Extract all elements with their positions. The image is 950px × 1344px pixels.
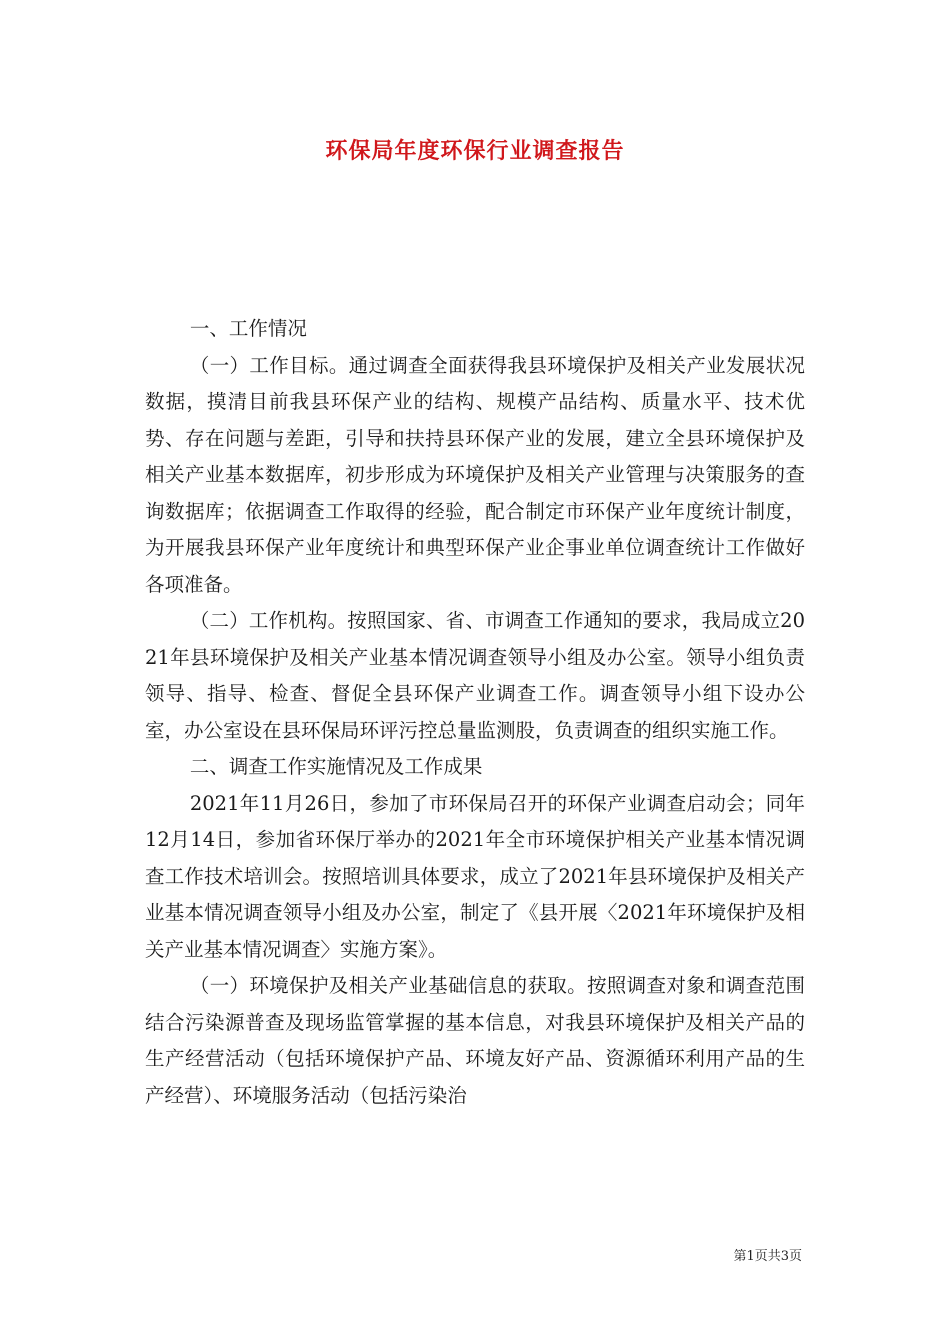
document-body bbox=[145, 311, 805, 1114]
paragraph-work-goal: （一）工作目标。通过调查全面获得我县环境保护及相关产业发展状况数据，摸清目前我县环保产业的结构、规模产品结构、质量水平、技术优势、存在问题与差距，引导和扶持县环保产业的发展，建立全县环境保护及相关产业基本数据库，初步形成为环境保护及相关产业管理与决策服务的查询数据库；依据调查工作取得的经验，配合制定市环保产业年度统计制度，为开展我县环保产业年度统计和典型环保产业企事业单位调查统计工作做好各项准备。 bbox=[145, 353, 805, 596]
paragraph-implementation: 2021年11月26日，参加了市环保局召开的环保产业调查启动会；同年12月14日，参加省环保厅举办的2021年全市环境保护相关产业基本情况调查工作技术培训会。按照培训具体要求，成立了2021年县环境保护及相关产业基本情况调查领导小组及办公室，制定了《县开展〈2021年环境保护及相关产业基本情况调查〉实施方案》。 bbox=[145, 791, 805, 961]
paragraph-section-heading-2: 二、调查工作实施情况及工作成果 bbox=[189, 755, 483, 778]
paragraph-section-heading-1: 一、工作情况 bbox=[189, 317, 307, 340]
page-number: 第1页共3页 bbox=[733, 1249, 802, 1264]
paragraph-basic-info: （一）环境保护及相关产业基础信息的获取。按照调查对象和调查范围结合污染源普查及现场监管掌握的基本信息，对我县环境保护及相关产品的生产经营活动（包括环境保护产品、环境友好产品、资源循环利用产品的生产经营）、环境服务活动（包括污染治 bbox=[145, 974, 805, 1107]
document-title: 环保局年度环保行业调查报告 bbox=[325, 138, 625, 164]
paragraph-work-organization: （二）工作机构。按照国家、省、市调查工作通知的要求，我局成立2021年县环境保护及相关产业基本情况调查领导小组及办公室。领导小组负责领导、指导、检查、督促全县环保产业调查工作。调查领导小组下设办公室，办公室设在县环保局环评污控总量监测股，负责调查的组织实施工作。 bbox=[145, 609, 805, 742]
